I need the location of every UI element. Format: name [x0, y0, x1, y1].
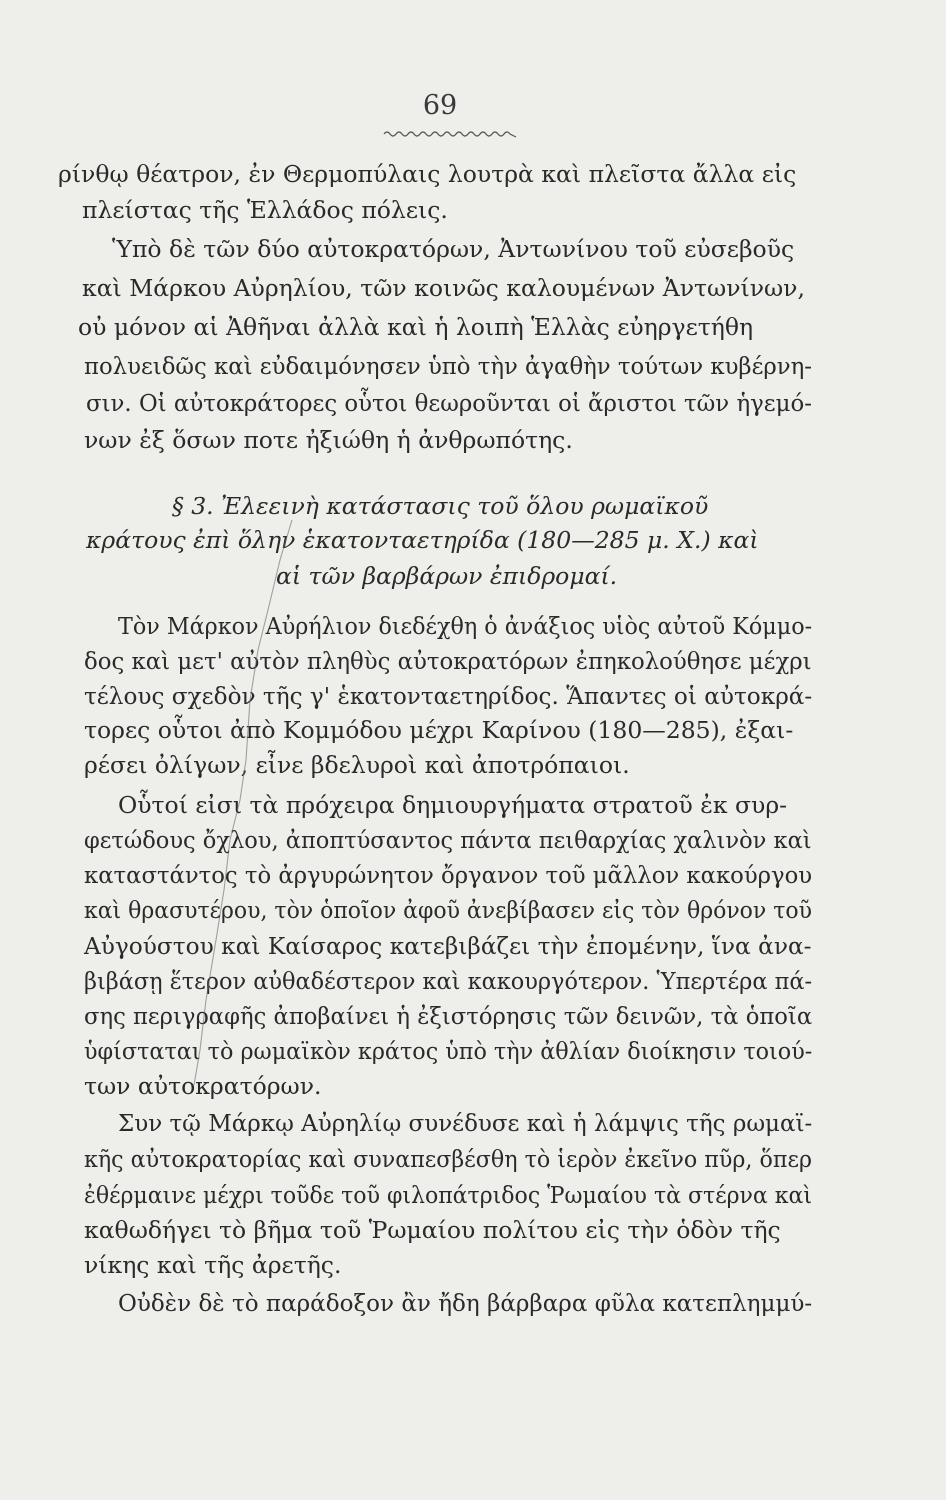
text-line: ἐθέρμαινε μέχρι τοῦδε τοῦ φιλοπάτριδος Ῥωμαίου τὰ στέρνα καὶ: [84, 1181, 813, 1209]
text-line: ρίνθῳ θέατρον, ἐν Θερμοπύλαις λουτρὰ καὶ πλεῖστα ἄλλα εἰς: [58, 160, 797, 188]
text-line: τορες οὗτοι ἀπὸ Κομμόδου μέχρι Καρίνου (180—285), ἐξαι-: [84, 716, 794, 744]
text-line: νίκης καὶ τῆς ἀρετῆς.: [84, 1251, 342, 1279]
text-line: Οὗτοί εἰσι τὰ πρόχειρα δημιουργήματα στρατοῦ ἐκ συρ-: [118, 791, 788, 819]
text-line: πολυειδῶς καὶ εὐδαιμόνησεν ὑπὸ τὴν ἀγαθὴν τούτων κυβέρνη-: [84, 352, 812, 380]
section-heading: κράτους ἐπὶ ὅλην ἑκατονταετηρίδα (180—285 μ. Χ.) καὶ: [86, 526, 759, 554]
text-line: καὶ θρασυτέρου, τὸν ὁποῖον ἀφοῦ ἀνεβίβασεν εἰς τὸν θρόνον τοῦ: [84, 896, 812, 924]
text-line: Οὐδὲν δὲ τὸ παράδοξον ἂν ἤδη βάρβαρα φῦλα κατεπλημμύ-: [118, 1289, 813, 1317]
text-line: των αὐτοκρατόρων.: [84, 1072, 322, 1100]
text-line: ὑφίσταται τὸ ρωμαϊκὸν κράτος ὑπὸ τὴν ἀθλίαν διοίκησιν τοιού-: [84, 1037, 813, 1065]
section-heading: αἱ τῶν βαρβάρων ἐπιδρομαί.: [276, 562, 618, 590]
text-line: Τὸν Μάρκον Αὐρήλιον διεδέχθη ὁ ἀνάξιος υἱὸς αὐτοῦ Κόμμο-: [118, 612, 813, 640]
text-line: νων ἐξ ὅσων ποτε ἠξιώθη ἡ ἀνθρωπότης.: [84, 426, 573, 454]
text-line: Ὑπὸ δὲ τῶν δύο αὐτοκρατόρων, Ἀντωνίνου τοῦ εὐσεβοῦς: [112, 235, 795, 263]
text-line: φετώδους ὄχλου, ἀποπτύσαντος πάντα πειθαρχίας χαλινὸν καὶ: [84, 826, 812, 854]
text-line: σης περιγραφῆς ἀποβαίνει ἡ ἐξιστόρησις τῶν δεινῶν, τὰ ὁποῖα: [84, 1002, 813, 1030]
text-line: καὶ Μάρκου Αὐρηλίου, τῶν κοινῶς καλουμένων Ἀντωνίνων,: [82, 274, 805, 302]
decorative-wavy-rule: [382, 125, 518, 139]
text-line: δος καὶ μετ' αὐτὸν πληθὺς αὐτοκρατόρων ἐπηκολούθησε μέχρι: [84, 647, 812, 675]
text-line: σιν. Οἱ αὐτοκράτορες οὗτοι θεωροῦνται οἱ ἄριστοι τῶν ἡγεμό-: [86, 389, 812, 417]
text-line: Αὐγούστου καὶ Καίσαρος κατεβιβάζει τὴν ἐπομένην, ἵνα ἀνα-: [84, 932, 812, 960]
text-line: Συν τῷ Μάρκῳ Αὐρηλίῳ συνέδυσε καὶ ἡ λάμψις τῆς ρωμαϊ-: [118, 1109, 813, 1137]
text-line: τέλους σχεδὸν τῆς γ' ἑκατονταετηρίδος. Ἅπαντες οἱ αὐτοκρά-: [84, 682, 813, 710]
section-heading: § 3. Ἐλεεινὴ κατάστασις τοῦ ὅλου ρωμαϊκοῦ: [172, 492, 709, 520]
text-line: βιβάσῃ ἕτερον αὐθαδέστερον καὶ κακουργότερον. Ὑπερτέρα πά-: [84, 967, 813, 995]
text-line: ρέσει ὀλίγων, εἶνε βδελυροὶ καὶ ἀποτρόπαιοι.: [84, 751, 630, 779]
page-number: 69: [422, 90, 458, 121]
text-line: πλείστας τῆς Ἑλλάδος πόλεις.: [82, 196, 448, 224]
text-line: καταστάντος τὸ ἀργυρώνητον ὄργανον τοῦ μᾶλλον κακούργου: [84, 861, 813, 889]
text-line: καθωδήγει τὸ βῆμα τοῦ Ῥωμαίου πολίτου εἰς τὴν ὁδὸν τῆς: [84, 1216, 781, 1244]
text-line: οὐ μόνον αἱ Ἀθῆναι ἀλλὰ καὶ ἡ λοιπὴ Ἑλλὰς εὐηργετήθη: [78, 313, 754, 341]
text-line: κῆς αὐτοκρατορίας καὶ συναπεσβέσθη τὸ ἱερὸν ἐκεῖνο πῦρ, ὅπερ: [84, 1145, 813, 1173]
